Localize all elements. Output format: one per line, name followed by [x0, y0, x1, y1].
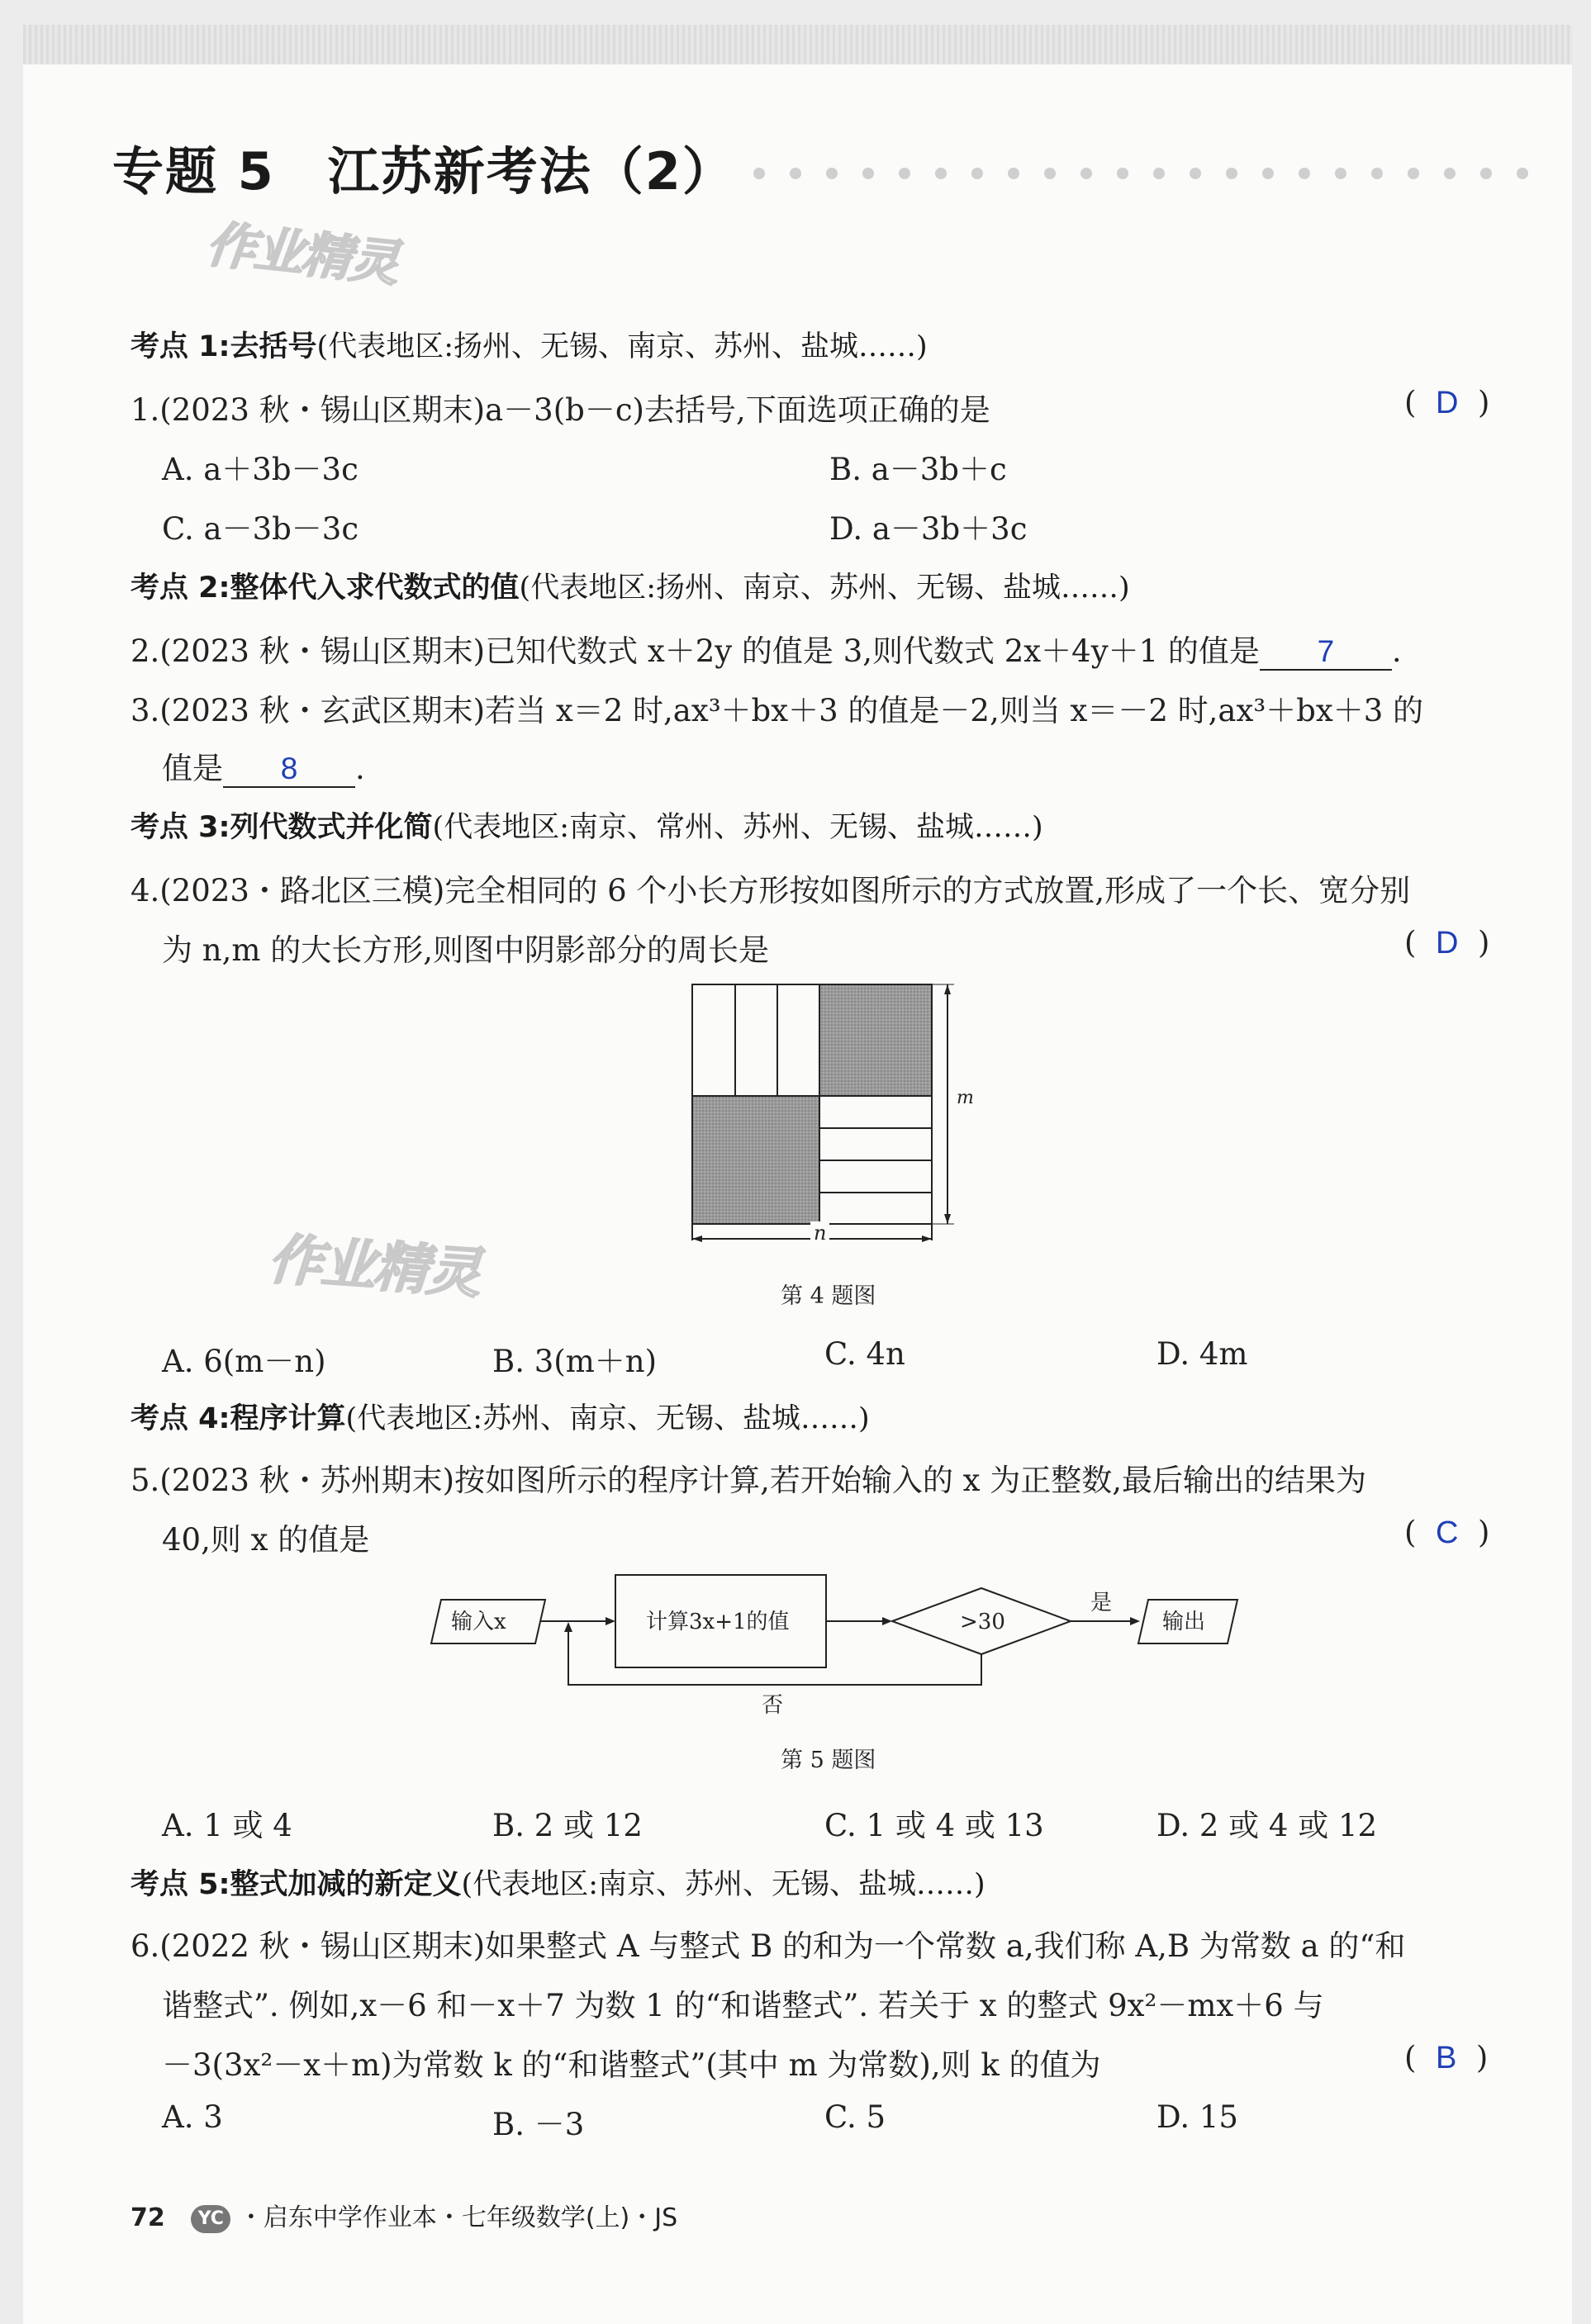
question-4-caption: 第 4 题图 — [781, 1283, 876, 1309]
question-1-option-d: D. a－3b＋3c — [829, 511, 1028, 547]
input-label: 输入x — [451, 1610, 506, 1634]
condition-label: >30 — [960, 1610, 1005, 1634]
question-6-option-a: A. 3 — [162, 2099, 223, 2135]
output-label: 输出 — [1162, 1610, 1206, 1634]
no-label: 否 — [762, 1693, 784, 1718]
page-footer — [131, 2197, 677, 2233]
question-5-flowchart — [421, 1565, 1239, 1730]
label-n: n — [810, 1221, 829, 1245]
section-region: (代表地区:苏州、南京、无锡、盐城……) — [345, 1402, 870, 1435]
shaded-rect-top-right — [819, 984, 932, 1096]
section-label: 考点 3:列代数式并化简 — [131, 811, 433, 844]
section-label: 考点 4:程序计算 — [131, 1402, 346, 1435]
section-heading-5 — [131, 1862, 985, 1903]
title-dot-leader — [748, 162, 1545, 185]
question-4-option-b: B. 3(m＋n) — [492, 1344, 658, 1379]
page-number: 72 — [131, 2203, 165, 2232]
question-2-answer: 7 — [1260, 635, 1392, 671]
question-2-text: 2.(2023 秋・锡山区期末)已知代数式 x＋2y 的值是 3,则代数式 2x＋4y＋1 的值是 — [131, 633, 1260, 669]
section-label: 考点 1:去括号 — [131, 330, 317, 363]
question-4-option-a: A. 6(m－n) — [162, 1344, 326, 1379]
question-4-stem-line2: 为 n,m 的大长方形,则图中阴影部分的周长是 — [162, 932, 769, 968]
yes-label: 是 — [1090, 1591, 1113, 1615]
question-6-option-c: C. 5 — [824, 2099, 886, 2135]
question-5-stem-line1: 5.(2023 秋・苏州期末)按如图所示的程序计算,若开始输入的 x 为正整数,最后输出的结果为 — [131, 1463, 1367, 1498]
question-2-stem: 2.(2023 秋・锡山区期末)已知代数式 x＋2y 的值是 3,则代数式 2x＋4y＋1 的值是 7 . — [131, 633, 1402, 669]
question-4-option-d: D. 4m — [1156, 1336, 1248, 1372]
question-1-option-b: B. a－3b＋c — [829, 452, 1007, 487]
section-region: (代表地区:南京、常州、苏州、无锡、盐城……) — [432, 811, 1043, 844]
question-6-stem-line2: 谐整式”. 例如,x－6 和－x＋7 为数 1 的“和谐整式”. 若关于 x 的整式 9x²－mx＋6 与 — [162, 1988, 1324, 2023]
compute-label: 计算3x+1的值 — [646, 1610, 790, 1634]
question-6-option-b: B. －3 — [492, 2107, 585, 2142]
question-4-answer: D — [1435, 926, 1459, 960]
question-4-option-c: C. 4n — [824, 1336, 905, 1372]
book-title: ・启东中学作业本・七年级数学(上)・JS — [238, 2203, 678, 2232]
question-1-option-c: C. a－3b－3c — [162, 511, 359, 547]
question-5-caption: 第 5 题图 — [781, 1748, 876, 1773]
question-3-answer: 8 — [223, 752, 355, 788]
question-3-stem-line2: 值是 8 . — [162, 751, 365, 786]
question-5-stem-line2: 40,则 x 的值是 — [162, 1522, 370, 1558]
question-5-option-c: C. 1 或 4 或 13 — [824, 1808, 1044, 1843]
question-1-answer-box: ( D ) — [1404, 385, 1490, 420]
section-heading-2 — [131, 565, 1130, 606]
question-4-figure — [669, 975, 975, 1247]
question-6-stem-line1: 6.(2022 秋・锡山区期末)如果整式 A 与整式 B 的和为一个常数 a,我们称 A,B 为常数 a 的“和 — [131, 1928, 1406, 1964]
question-6-answer: B — [1435, 2041, 1457, 2075]
question-4-answer-box: ( D ) — [1404, 925, 1490, 960]
section-region: (代表地区:南京、苏州、无锡、盐城……) — [461, 1868, 985, 1901]
watermark: 作业精灵 — [203, 216, 401, 293]
question-6-option-d: D. 15 — [1156, 2099, 1238, 2135]
section-region: (代表地区:扬州、无锡、南京、苏州、盐城……) — [316, 330, 928, 363]
publisher-logo: YC — [191, 2205, 230, 2233]
section-heading-4 — [131, 1396, 870, 1437]
question-3-stem-line1: 3.(2023 秋・玄武区期末)若当 x＝2 时,ax³＋bx＋3 的值是－2,则当 x＝－2 时,ax³＋bx＋3 的 — [131, 693, 1424, 728]
question-1-option-a: A. a＋3b－3c — [162, 452, 359, 487]
question-5-option-b: B. 2 或 12 — [492, 1808, 643, 1843]
question-3-text: 值是 — [162, 751, 223, 786]
question-4-stem-line1: 4.(2023・路北区三模)完全相同的 6 个小长方形按如图所示的方式放置,形成了一个长、宽分别 — [131, 873, 1411, 908]
section-label: 考点 2:整体代入求代数式的值 — [131, 572, 520, 605]
section-label: 考点 5:整式加减的新定义 — [131, 1868, 462, 1901]
question-6-stem-line3: －3(3x²－x＋m)为常数 k 的“和谐整式”(其中 m 为常数),则 k 的值为 — [162, 2047, 1101, 2083]
question-5-answer: C — [1435, 1515, 1459, 1550]
question-6-answer-box: ( B ) — [1404, 2040, 1489, 2075]
label-m: m — [957, 1088, 974, 1108]
question-5-answer-box: ( C ) — [1404, 1515, 1490, 1550]
question-1-stem: 1.(2023 秋・锡山区期末)a－3(b－c)去括号,下面选项正确的是 — [131, 392, 990, 428]
section-heading-3 — [131, 804, 1043, 846]
page-title: 专题 5 江苏新考法（2） — [112, 141, 735, 202]
watermark: 作业精灵 — [266, 1227, 482, 1306]
shaded-rect-bottom-left — [692, 1096, 819, 1224]
question-5-option-d: D. 2 或 4 或 12 — [1156, 1808, 1378, 1843]
section-region: (代表地区:扬州、南京、苏州、无锡、盐城……) — [519, 572, 1130, 605]
top-decorative-band — [23, 25, 1572, 64]
question-1-answer: D — [1435, 386, 1459, 420]
section-heading-1 — [131, 324, 928, 365]
question-5-option-a: A. 1 或 4 — [162, 1808, 292, 1843]
